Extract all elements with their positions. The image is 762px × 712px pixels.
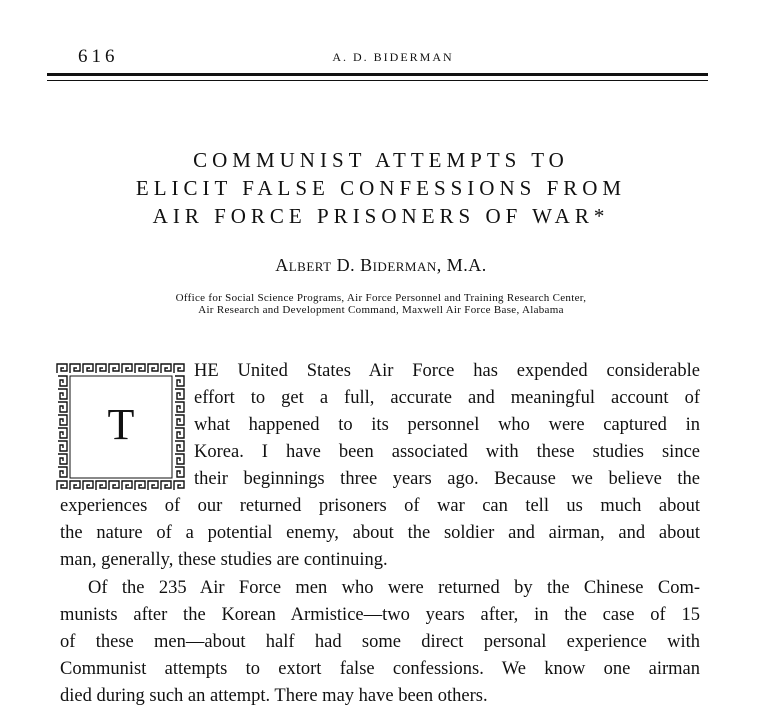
paragraph-line: experiences of our returned prisoners of war can tell us much about: [60, 496, 700, 516]
paragraph-line: HE United States Air Force has expended considerable: [194, 361, 700, 381]
affiliation-line: Air Research and Development Command, Maxwell Air Force Base, Alabama: [198, 304, 564, 316]
paragraph-1: [60, 358, 700, 574]
paragraph-line: Communist attempts to extort false confessions. We know one airman: [60, 659, 700, 679]
author-byline: Albert D. Biderman, M.A.: [275, 255, 487, 275]
running-head: [78, 46, 708, 68]
paragraph-line: effort to get a full, accurate and meaningful account of: [194, 388, 700, 408]
paragraph-line: the nature of a potential enemy, about the soldier and airman, and about: [60, 523, 700, 543]
header-rule-thin: [47, 80, 708, 81]
paragraph-line: died during such an attempt. There may have been others.: [60, 686, 488, 706]
paragraph-line: munists after the Korean Armistice—two years after, in the case of 15: [60, 605, 700, 625]
article-title: [40, 146, 722, 230]
paragraph-2: [60, 575, 700, 710]
title-line: AIR FORCE PRISONERS OF WAR*: [152, 204, 610, 228]
drop-cap-letter: T: [107, 400, 135, 449]
title-line: COMMUNIST ATTEMPTS TO: [193, 148, 569, 172]
header-rule-thick: [47, 73, 708, 76]
title-line: ELICIT FALSE CONFESSIONS FROM: [135, 176, 627, 200]
paragraph-line: man, generally, these studies are continuing.: [60, 550, 388, 570]
paragraph-line: Of the 235 Air Force men who were returned by the Chinese Com-: [88, 578, 700, 598]
paragraph-line: their beginnings three years ago. Because we believe the: [194, 469, 700, 489]
paragraph-line: of these men—about half had some direct personal experience with: [60, 632, 700, 652]
affiliation-line: Office for Social Science Programs, Air Force Personnel and Training Research Center,: [175, 292, 587, 304]
running-head-author: A. D. BIDERMAN: [332, 50, 454, 64]
page-number: 616: [78, 46, 119, 67]
paragraph-line: what happened to its personnel who were captured in: [194, 415, 700, 435]
author-affiliation: [40, 292, 722, 316]
paragraph-line: Korea. I have been associated with these studies since: [194, 442, 700, 462]
